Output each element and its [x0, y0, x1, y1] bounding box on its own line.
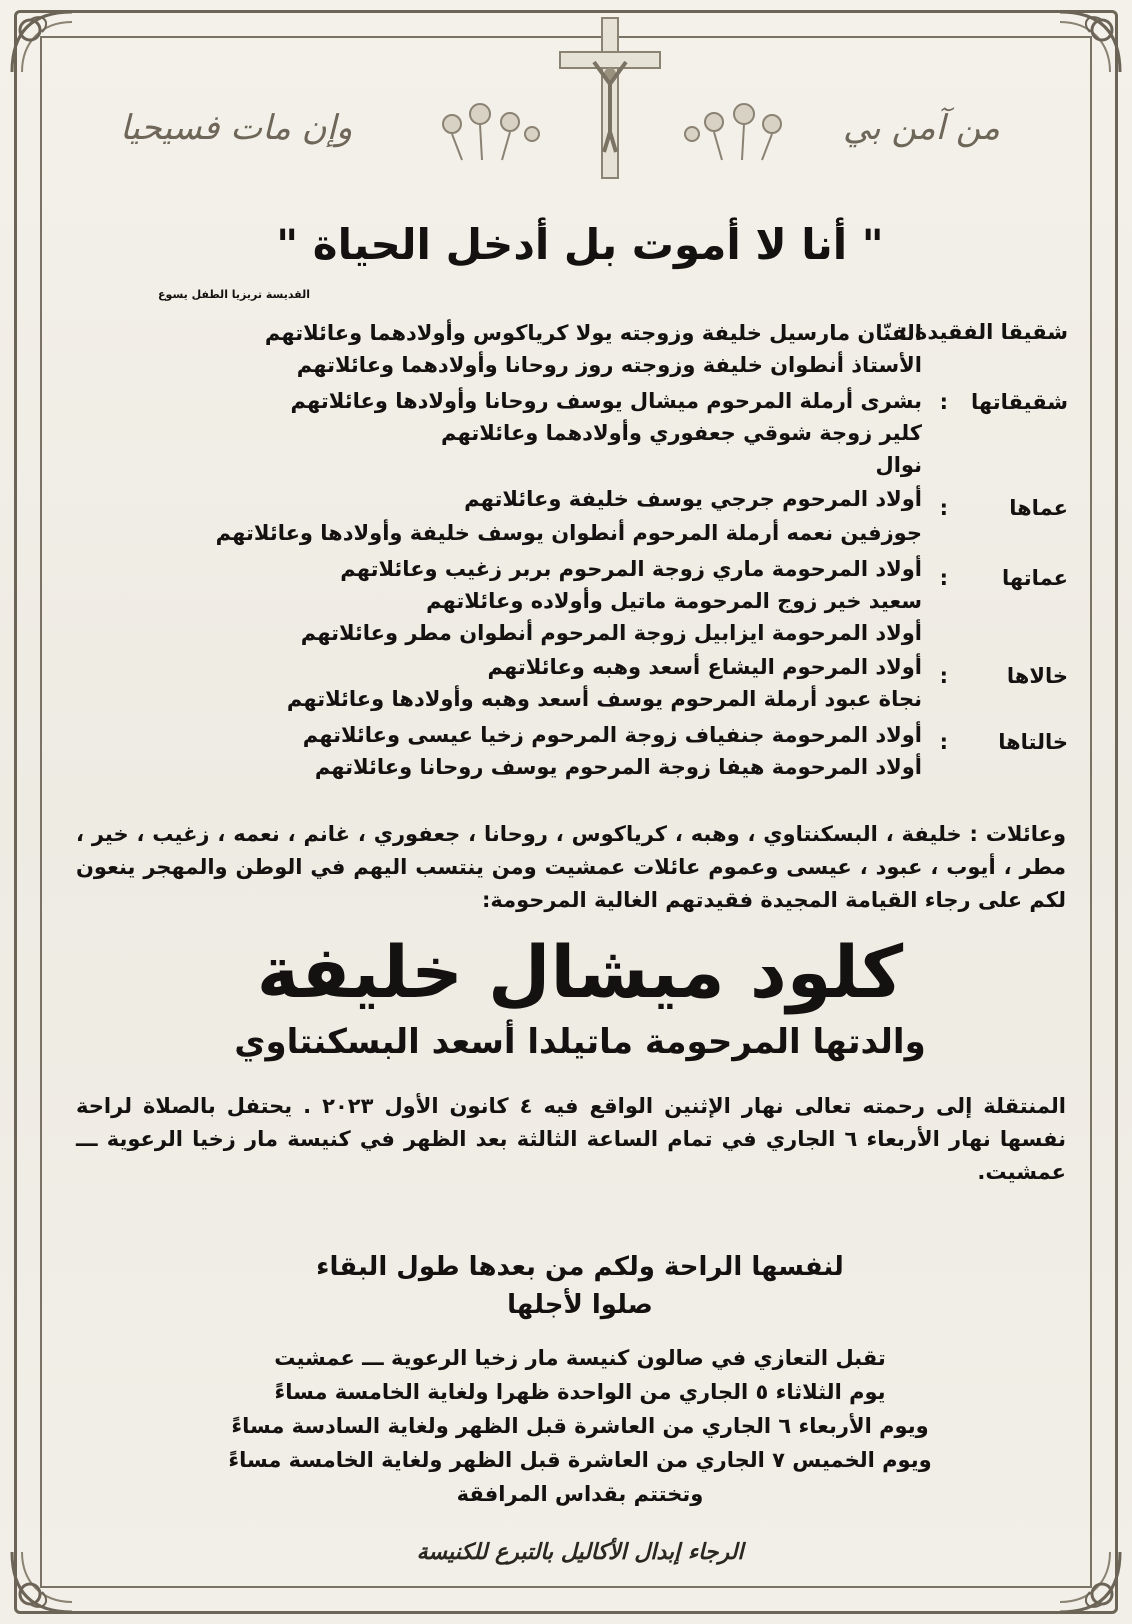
quote: " أنا لا أموت بل أدخل الحياة ": [276, 220, 884, 269]
relation-line: نوال: [875, 453, 922, 477]
colon: :: [939, 496, 948, 520]
relation-line: جوزفين نعمه أرملة المرحوم أنطوان يوسف خليفة وأولادها وعائلاتهم: [215, 521, 922, 545]
funeral-text: المنتقلة إلى رحمته تعالى نهار الإثنين الواقع فيه ٤ كانون الأول ٢٠٢٣ . يحتفل بالصلاة لراحة نفسها نهار الأربعاء ٦ الجاري في تمام الساعة الثالثة بعد الظهر في كنيسة مار زخيا الرعوية ـــ عمشيت.: [76, 1094, 1067, 1184]
relation-label: خالاها: [1006, 664, 1068, 688]
colon: :: [939, 664, 948, 688]
relation-line: أولاد المرحوم جرجي يوسف خليفة وعائلاتهم: [464, 487, 922, 511]
relation-line: أولاد المرحومة هيفا زوجة المرحوم يوسف روحانا وعائلاتهم: [314, 755, 922, 779]
relation-line: الفنّان مارسيل خليفة وزوجته يولا كرياكوس وأولادهما وعائلاتهم: [264, 321, 922, 345]
relation-line: سعيد خير زوج المرحومة ماتيل وأولاده وعائلاتهم: [426, 589, 922, 613]
condolence-line: تقبل التعازي في صالون كنيسة مار زخيا الرعوية ـــ عمشيت: [274, 1346, 886, 1370]
relation-line: أولاد المرحومة ايزابيل زوجة المرحوم أنطوان مطر وعائلاتهم: [300, 621, 922, 645]
mother-line: والدتها المرحومة ماتيلدا أسعد البسكنتاوي: [234, 1022, 926, 1062]
relation-line: نجاة عبود أرملة المرحوم يوسف أسعد وهبه وأولادها وعائلاتهم: [286, 687, 922, 711]
deceased-name: كلود ميشال خليفة: [256, 930, 904, 1014]
relation-line: أولاد المرحومة جنفياف زوجة المرحوم زخيا عيسى وعائلاتهم: [302, 723, 922, 747]
colon: :: [939, 730, 948, 754]
relation-line: أولاد المرحومة ماري زوجة المرحوم بربر زغيب وعائلاتهم: [340, 557, 922, 581]
relation-line: كلير زوجة شوقي جعفوري وأولادهما وعائلاتهم: [441, 421, 922, 445]
relation-line: أولاد المرحوم اليشاع أسعد وهبه وعائلاتهم: [487, 655, 922, 679]
relation-label: خالتاها: [998, 730, 1068, 754]
relation-label: شقيقاتها: [971, 390, 1068, 414]
relation-label: عماتها: [1002, 566, 1068, 590]
prayer-line: لنفسها الراحة ولكم من بعدها طول البقاء: [316, 1252, 844, 1282]
corner-ornament-icon: [2, 2, 82, 82]
colon: :: [939, 566, 948, 590]
obituary-content: [76, 0, 1080, 1624]
motto-right: من آمن بي: [842, 108, 1000, 148]
condolence-line: ويوم الخميس ٧ الجاري من العاشرة قبل الظهر ولغاية الخامسة مساءً: [228, 1448, 932, 1472]
lily-flowers-icon: [672, 94, 792, 164]
families-text: وعائلات : خليفة ، البسكنتاوي ، وهبه ، كرياكوس ، روحانا ، جعفوري ، غانم ، نعمه ، زغيب ، خير ، مطر ، أيوب ، عبود ، عيسى وعموم عائلات عمشيت ومن ينتسب اليهم في الوطن والمهجر ينعون لكم على رجاء القيامة المجيدة فقيدتهم الغالية المرحومة:: [76, 822, 1066, 912]
corner-ornament-icon: [2, 1542, 82, 1622]
relation-label: عماها: [1009, 496, 1068, 520]
lily-flowers-icon: [432, 94, 552, 164]
prayer-line: صلوا لأجلها: [507, 1290, 653, 1320]
motto-left: وإن مات فسيحيا: [120, 108, 353, 148]
crucifix-icon: [550, 12, 670, 182]
condolence-line: يوم الثلاثاء ٥ الجاري من الواحدة ظهرا ولغاية الخامسة مساءً: [274, 1380, 886, 1404]
relation-line: بشرى أرملة المرحوم ميشال يوسف روحانا وأولادها وعائلاتهم: [290, 389, 922, 413]
condolence-line: ويوم الأربعاء ٦ الجاري من العاشرة قبل الظهر ولغاية السادسة مساءً: [231, 1414, 929, 1438]
relation-line: الأستاذ أنطوان خليفة وزوجته روز روحانا وأولادهما وعائلاتهم: [296, 353, 922, 377]
condolence-line: وتختتم بقداس المرافقة: [456, 1482, 704, 1506]
footer-note: الرجاء إبدال الأكاليل بالتبرع للكنيسة: [416, 1540, 744, 1565]
relation-label: شقيقا الفقيدة :: [899, 320, 1068, 344]
colon: :: [939, 390, 948, 414]
quote-author: القديسة تريزيا الطفل يسوع: [158, 288, 310, 301]
